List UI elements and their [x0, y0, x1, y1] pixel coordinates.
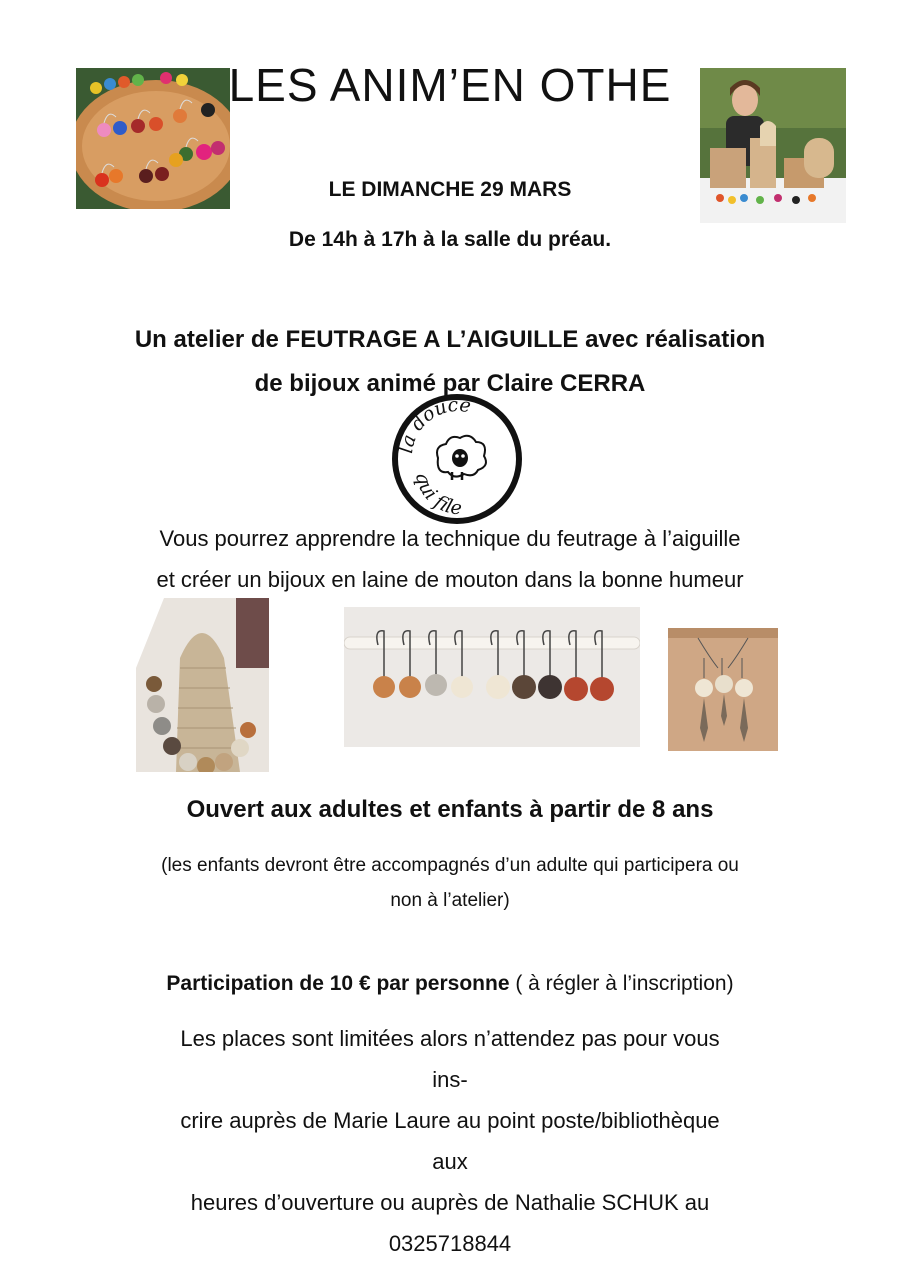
- event-title: LES ANIM’EN OTHE: [228, 59, 672, 111]
- felt-earrings-card-photo: [668, 628, 778, 751]
- la-douce-qui-file-logo: [390, 392, 524, 526]
- price-line: [0, 972, 900, 996]
- booking-line-1: Les places sont limitées alors n’attendez pas pour vous ins-: [180, 1026, 720, 1092]
- booking-info: [0, 1018, 900, 1264]
- children-note-line-1: (les enfants devront être accompagnés d’un adulte qui participera ou: [161, 855, 739, 876]
- felt-earrings-rod-photo: [344, 607, 640, 747]
- booking-phone: 0325718844: [388, 1231, 512, 1256]
- felt-necklace-photo: [136, 598, 269, 772]
- children-note: [0, 848, 900, 918]
- price-bold: Participation de 10 € par personne: [166, 972, 510, 995]
- audience-heading: Ouvert aux adultes et enfants à partir de 8 ans: [186, 796, 714, 823]
- workshop-description: [0, 518, 900, 600]
- children-note-line-2: non à l’atelier): [390, 890, 510, 911]
- workshop-line-1: Un atelier de FEUTRAGE A L’AIGUILLE avec réalisation: [134, 326, 766, 353]
- workshop-line-2: de bijoux animé par Claire CERRA: [254, 370, 646, 397]
- booking-line-2: crire auprès de Marie Laure au point poste/bibliothèque aux: [180, 1108, 720, 1174]
- event-date: LE DIMANCHE 29 MARS: [328, 178, 572, 201]
- description-line-1: Vous pourrez apprendre la technique du feutrage à l’aiguille: [159, 526, 741, 551]
- logo-text-top: la douce: [395, 393, 473, 455]
- description-line-2: et créer un bijoux en laine de mouton dans la bonne humeur: [156, 567, 744, 592]
- price-note: ( à régler à l’inscription): [509, 972, 734, 995]
- logo-text-bottom: qui file: [410, 470, 463, 520]
- event-hours: De 14h à 17h à la salle du préau.: [288, 228, 612, 251]
- booking-line-3: heures d’ouverture ou auprès de Nathalie SCHUK au: [190, 1190, 710, 1215]
